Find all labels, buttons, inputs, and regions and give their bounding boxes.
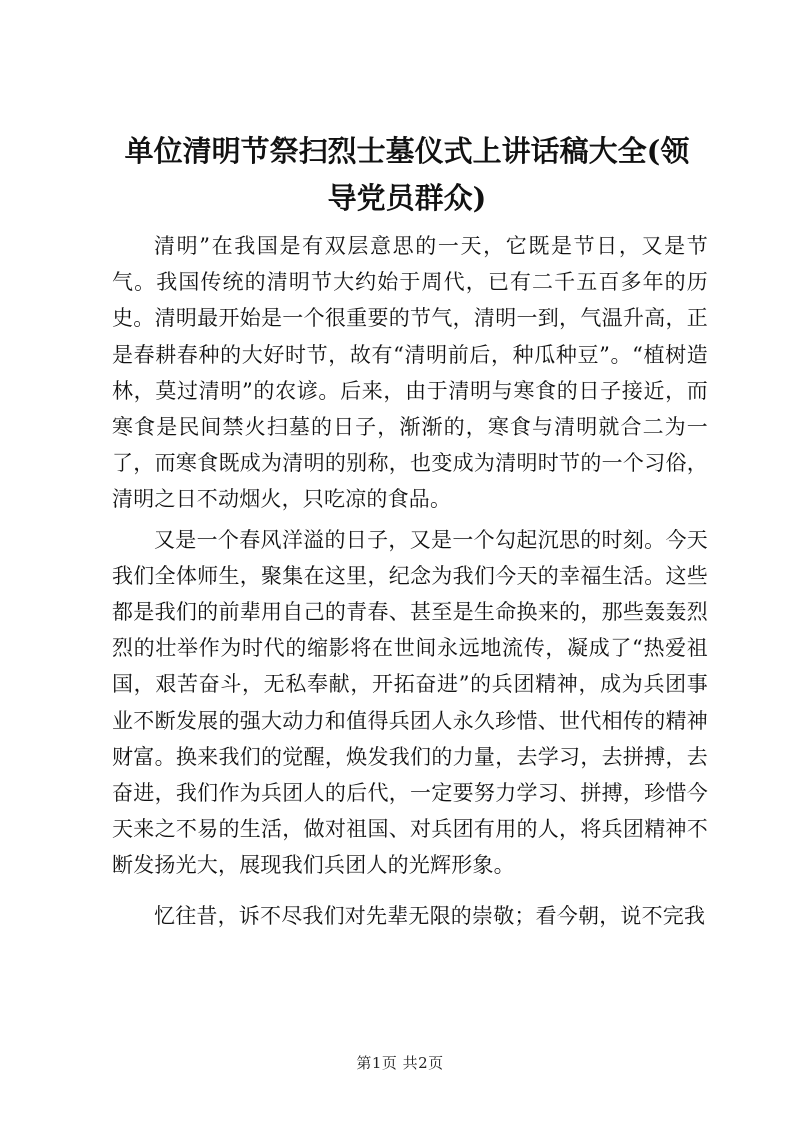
paragraph: 清明”在我国是有双层意思的一天，它既是节日，又是节气。我国传统的清明节大约始于周代，已有二千五百多年的历史。清明最开始是一个很重要的节气，清明一到，气温升高，正是春耕春种的大好时节，故有“清明前后，种瓜种豆”。“植树造林，莫过清明”的农谚。后来，由于清明与寒食的日子接近，而寒食是民间禁火扫墓的日子，渐渐的，寒食与清明就合二为一了，而寒食既成为清明的别称，也变成为清明时节的一个习俗，清明之日不动烟火，只吃凉的食品。 — [112, 234, 708, 512]
document-title: 单位清明节祭扫烈士墓仪式上讲话稿大全(领导党员群众) — [124, 134, 690, 215]
paragraph: 又是一个春风洋溢的日子，又是一个勾起沉思的时刻。今天我们全体师生，聚集在这里，纪念为我们今天的幸福生活。这些都是我们的前辈用自己的青春、甚至是生命换来的，那些轰轰烈烈的壮举作为时代的缩影将在世间永远地流传，凝成了“热爱祖国，艰苦奋斗，无私奉献，开拓奋进”的兵团精神，成为兵团事业不断发展的强大动力和值得兵团人永久珍惜、世代相传的精神财富。换来我们的觉醒，焕发我们的力量，去学习，去拼搏，去奋进，我们作为兵团人的后代，一定要努力学习、拼搏，珍惜今天来之不易的生活，做对祖国、对兵团有用的人，将兵团精神不断发扬光大，展现我们兵团人的光辉形象。 — [112, 527, 708, 878]
paragraph: 忆往昔，诉不尽我们对先辈无限的崇敬；看今朝，说不完我 — [154, 903, 706, 928]
page-number-footer: 第1页 共2页 — [356, 1054, 444, 1072]
document-body — [112, 228, 708, 938]
